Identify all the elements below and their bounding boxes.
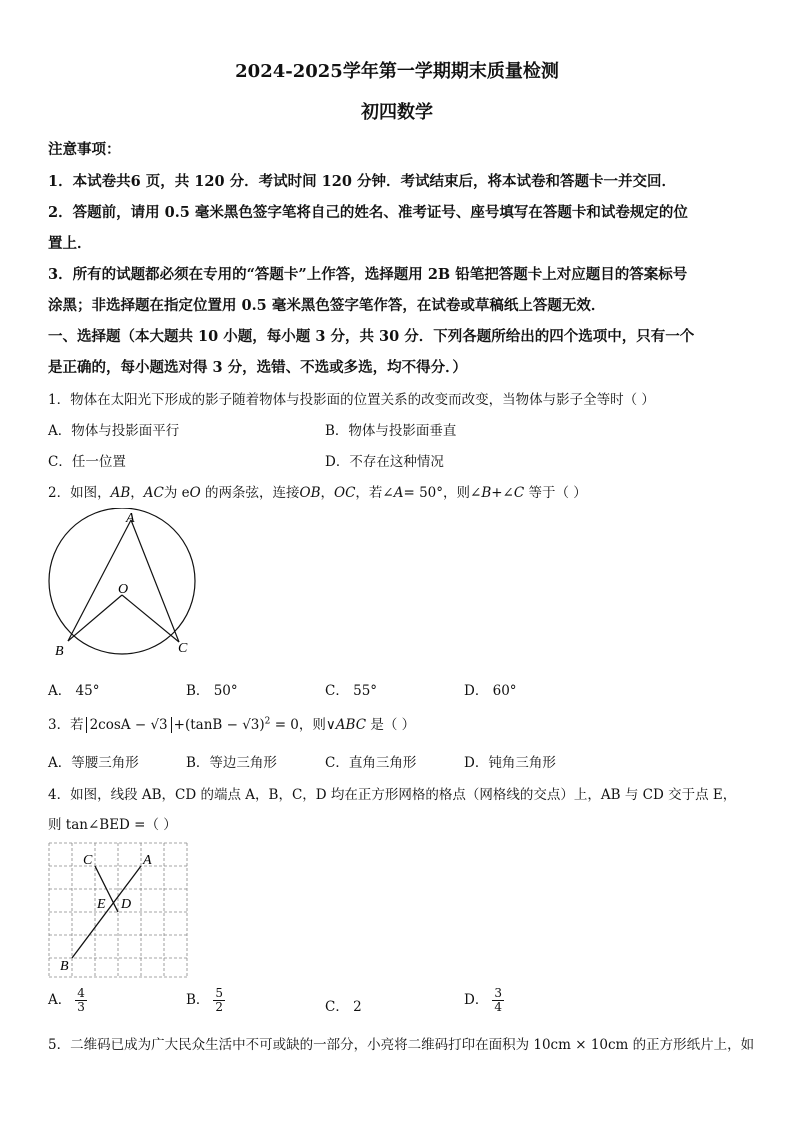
q1-option-d: D．不存在这种情况: [325, 454, 444, 470]
q2-option-a: A． 45°: [48, 683, 100, 699]
note-2-line2: 置上．: [48, 235, 92, 252]
fraction: $\frac{3}{4}$: [494, 986, 502, 1014]
q4-option-a: A． $\frac{4}{3}$: [48, 986, 85, 1014]
note-2-line1: 2．答题前，请用 0.5 毫米黑色签字笔将自己的姓名、准考证号、座号填写在答题卡和试卷规定的位: [48, 204, 688, 221]
q3-stem: 3．若 $2\cos A - √3 +(\tan B - √3)^2 = 0$，则∨ABC 是（ ）: [48, 716, 416, 733]
q1-option-c: C．任一位置: [48, 454, 126, 470]
abs-value-expr: 2cosA − √3: [86, 717, 172, 733]
q4-stem-line2: 则 tan∠BED =（ ）: [48, 817, 177, 833]
q3-option-b: B．等边三角形: [186, 755, 277, 771]
q2-stem: 2．如图，AB，AC为 eO 的两条弦，连接OB，OC，若∠A= 50°，则∠B+∠C 等于（ ）: [48, 485, 587, 501]
circle-o: [49, 508, 195, 654]
q4-grid-figure: [44, 838, 194, 978]
q4-option-c: C． 2: [325, 999, 362, 1015]
q4-option-d: D． $\frac{3}{4}$: [464, 986, 502, 1014]
section-1-intro-line1: 一、选择题（本大题共 10 小题，每小题 3 分，共 30 分．下列各题所给出的四个选项中，只有一个: [48, 328, 695, 345]
segment-oc: [122, 595, 179, 642]
chord-ab: [68, 520, 131, 641]
exam-subtitle: 初四数学: [361, 102, 433, 123]
q2-option-d: D． 60°: [464, 683, 517, 699]
label-e: E: [97, 897, 106, 912]
square-grid: [49, 843, 187, 977]
note-1: 1．本试卷共6 页，共 120 分．考试时间 120 分钟．考试结束后，将本试卷和答题卡一并交回．: [48, 173, 676, 190]
chord-ac: [131, 520, 179, 642]
q3-option-c: C．直角三角形: [325, 755, 417, 771]
note-3-line2: 涂黑；非选择题在指定位置用 0.5 毫米黑色签字笔作答，在试卷或草稿纸上答题无效．: [48, 297, 606, 314]
label-a: A: [126, 511, 135, 526]
label-c: C: [83, 853, 93, 868]
q4-stem-line1: 4．如图，线段 AB，CD 的端点 A，B，C，D 均在正方形网格的格点（网格线的交点）上，AB 与 CD 交于点 E，: [48, 787, 737, 803]
q1-option-a: A．物体与投影面平行: [48, 423, 180, 439]
q2-option-c: C． 55°: [325, 683, 378, 699]
q1-option-b: B．物体与投影面垂直: [325, 423, 457, 439]
q1-stem: 1．物体在太阳光下形成的影子随着物体与投影面的位置关系的改变而改变，当物体与影子全等时（ ）: [48, 392, 655, 408]
note-3-line1: 3．所有的试题都必须在专用的“答题卡”上作答，选择题用 2B 铅笔把答题卡上对应题目的答案标号: [48, 266, 688, 283]
label-b: B: [60, 959, 69, 974]
q3-option-d: D．钝角三角形: [464, 755, 556, 771]
q5-stem-line1: 5．二维码已成为广大民众生活中不可或缺的一部分，小亮将二维码打印在面积为 10cm × 10cm 的正方形纸片上，如: [48, 1037, 755, 1053]
exam-title: 2024-2025学年第一学期期末质量检测: [235, 61, 559, 82]
fraction: $\frac{4}{3}$: [77, 986, 85, 1014]
label-c: C: [178, 641, 188, 656]
label-d: D: [121, 897, 132, 912]
notes-heading: 注意事项：: [48, 141, 121, 158]
q3-option-a: A．等腰三角形: [48, 755, 139, 771]
fraction: $\frac{5}{2}$: [215, 986, 224, 1014]
section-1-intro-line2: 是正确的，每小题选对得 3 分，选错、不选或多选，均不得分．）: [48, 359, 467, 376]
q2-option-b: B． 50°: [186, 683, 238, 699]
label-b: B: [55, 644, 64, 659]
label-o: O: [118, 582, 129, 597]
label-a: A: [143, 853, 152, 868]
segment-ob: [68, 595, 122, 641]
q4-option-b: B． $\frac{5}{2}$: [186, 986, 224, 1014]
q2-circle-figure: [40, 508, 210, 660]
